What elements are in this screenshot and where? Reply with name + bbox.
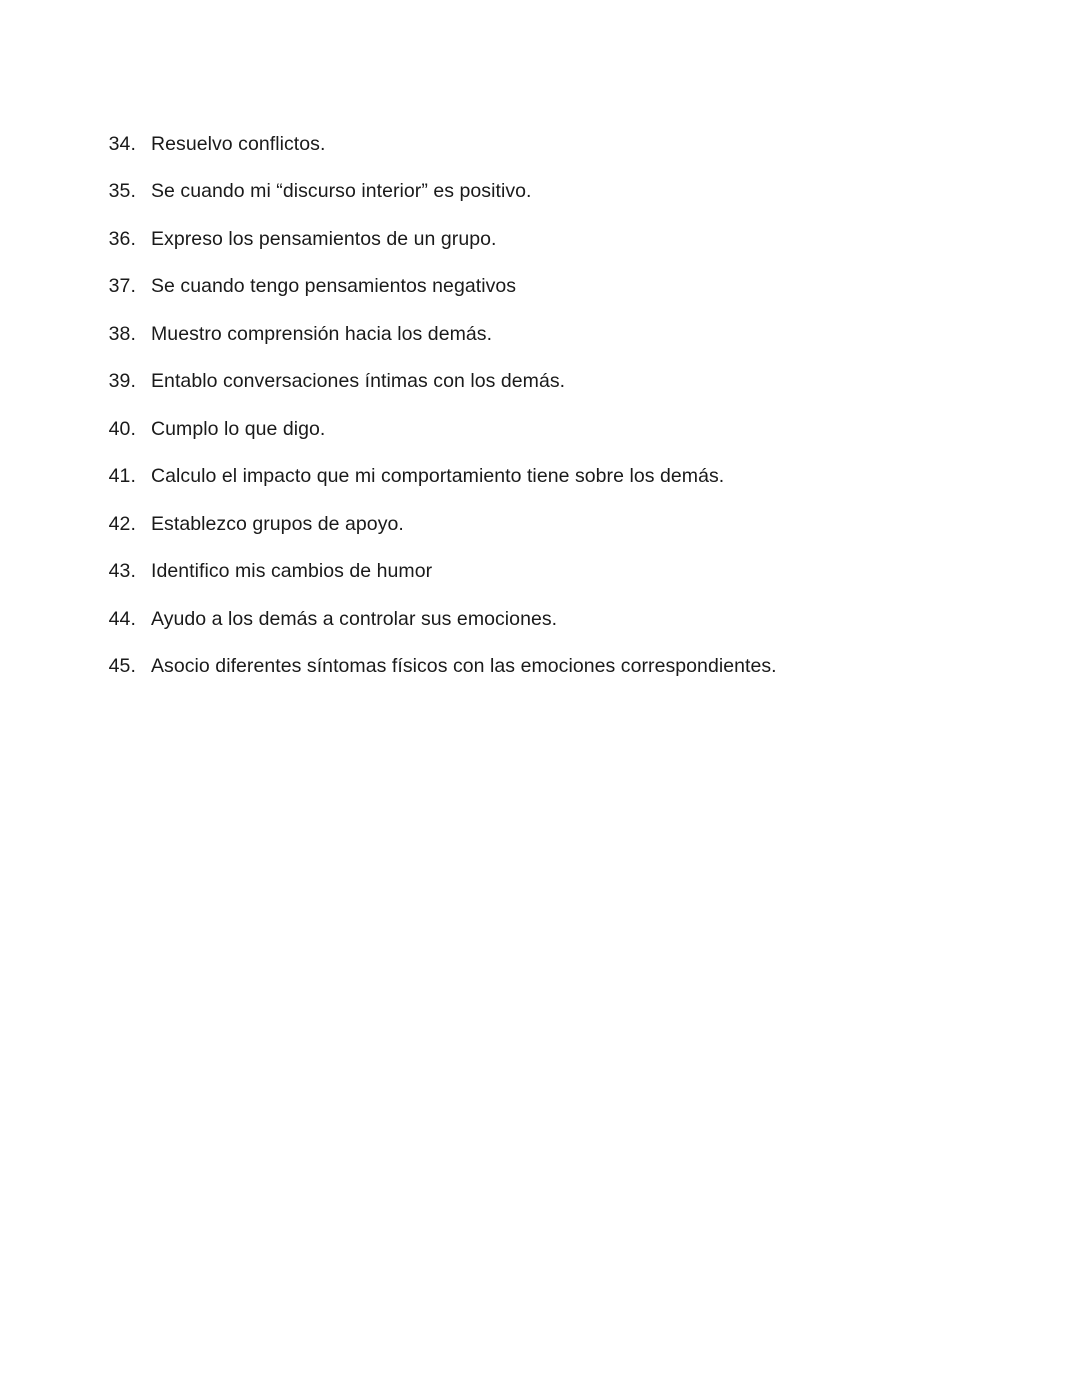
list-item-number: 44.	[108, 607, 136, 630]
list-item-number: 37.	[108, 275, 136, 298]
list-item	[90, 132, 990, 157]
numbered-list	[90, 132, 990, 679]
list-item	[90, 607, 990, 632]
list-item	[90, 512, 990, 537]
list-item	[90, 464, 990, 489]
list-item-text: Identifico mis cambios de humor	[151, 560, 433, 583]
list-item-number: 42.	[108, 512, 136, 535]
list-item-number: 36.	[108, 227, 136, 250]
list-item-number: 39.	[108, 370, 136, 393]
list-item	[90, 559, 990, 584]
list-item-number: 38.	[108, 322, 136, 345]
list-item-text: Entablo conversaciones íntimas con los demás.	[151, 370, 566, 393]
list-item	[90, 274, 990, 299]
list-item-number: 40.	[108, 417, 136, 440]
list-item-text: Se cuando tengo pensamientos negativos	[151, 275, 517, 298]
list-item-text: Ayudo a los demás a controlar sus emociones.	[151, 607, 558, 630]
list-item-text: Cumplo lo que digo.	[151, 417, 326, 440]
list-item-text: Muestro comprensión hacia los demás.	[151, 322, 493, 345]
list-item	[90, 322, 990, 347]
list-item-text: Resuelvo conflictos.	[151, 133, 326, 155]
list-item-number: 43.	[108, 560, 136, 583]
list-item	[90, 227, 990, 252]
list-item-number: 45.	[108, 654, 136, 677]
list-item-number: 35.	[108, 180, 136, 203]
list-item-text: Asocio diferentes síntomas físicos con las emociones correspondientes.	[151, 654, 777, 677]
list-item	[90, 654, 990, 679]
list-item	[90, 179, 990, 204]
list-item-text: Se cuando mi “discurso interior” es positivo.	[151, 180, 532, 203]
list-item-number: 41.	[108, 465, 136, 488]
list-item-number: 34.	[108, 133, 136, 155]
list-item-text: Calculo el impacto que mi comportamiento tiene sobre los demás.	[151, 465, 725, 488]
list-item-text: Establezco grupos de apoyo.	[151, 512, 404, 535]
list-item-text: Expreso los pensamientos de un grupo.	[151, 227, 497, 250]
list-item	[90, 369, 990, 394]
list-item	[90, 417, 990, 442]
